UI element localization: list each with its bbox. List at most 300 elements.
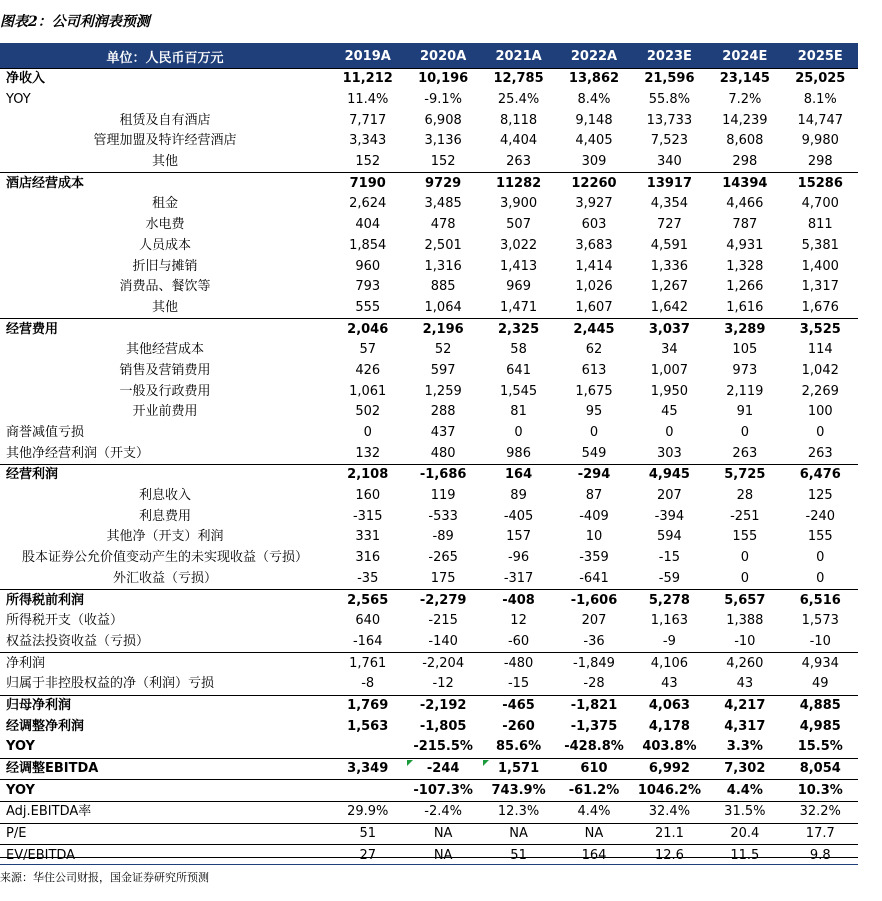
row-value-cell: -10 [734,633,756,649]
row-label: 人员成本 [139,237,192,253]
header-year-cell: 2024E [707,45,782,69]
row-value-cell: 3,927 [575,196,613,212]
row-label: 水电费 [145,217,185,233]
row-value-cell: 1,267 [650,279,689,295]
row-label: 管理加盟及特许经营酒店 [93,133,237,149]
row-value-cell: -409 [579,508,609,524]
row-value-cell: -1,849 [556,653,631,674]
row-label: 外汇收益（亏损） [113,570,218,586]
row-value-cell: 132 [355,445,381,461]
row-value-cell: 12,785 [481,69,556,90]
row-value-cell: 3,136 [424,133,462,149]
row-value-cell: 32.4% [632,802,707,824]
table-row [0,256,858,277]
row-value-cell: 0 [589,425,599,441]
row-value-cell: 2,501 [424,237,462,253]
row-value-cell: 100 [807,404,833,420]
row-value-cell: 4,106 [632,653,707,674]
row-value-cell: -28 [583,676,605,692]
row-value-cell: -394 [654,508,685,524]
row-value-cell: 0 [740,425,749,441]
row-label: 利息费用 [139,508,192,524]
row-value-cell: NA [405,823,480,845]
row-value-cell: 1,007 [650,362,689,378]
table-row [0,298,858,319]
row-value-cell: 11282 [481,173,556,194]
row-value-cell: -294 [556,465,631,486]
header-year-cell: 2020A [405,45,480,69]
row-value-cell: -480 [481,653,556,674]
row-value-cell: 13,862 [556,69,631,90]
row-value-cell: 4,466 [726,196,764,212]
row-value-cell: 1,064 [424,299,462,315]
table-row [0,340,858,361]
row-value-cell: 105 [732,342,758,358]
row-value-cell: 43 [736,676,754,692]
row-value-cell: 155 [732,529,758,545]
row-value-cell: -59 [658,570,681,586]
row-value-cell: 3.3% [726,739,763,755]
row-value-cell: -465 [481,695,556,716]
table-row [0,527,858,548]
row-value-cell: 12.6 [632,845,707,866]
row-value-cell: 303 [657,445,682,461]
row-value-cell: 10 [585,529,603,545]
row-value-cell: 5,381 [801,237,839,253]
row-value-cell: 11.4% [347,92,389,108]
row-value-cell: -251 [730,508,760,524]
row-value-cell: -408 [481,590,556,611]
row-value-cell: 25,025 [783,69,858,90]
row-value-cell: -61.2% [556,780,631,802]
table-row [0,152,858,173]
row-label: P/E [0,823,330,845]
row-value-cell: 4,700 [801,196,839,212]
row-value-cell: 28 [736,488,754,504]
row-value-cell: -1,606 [556,590,631,611]
table-row [0,423,858,444]
row-label: 其他净经营利润（开支） [6,445,150,461]
row-value-cell: 3,900 [499,196,538,212]
row-value-cell: 89 [510,488,527,504]
row-value-cell: 10,196 [405,69,480,90]
table-row [0,381,858,402]
header-year-cell: 2019A [330,45,405,69]
row-value-cell: 0 [816,550,825,566]
row-value-cell: 1,675 [575,383,613,399]
row-value-cell: 263 [506,154,531,170]
table-row [0,131,858,152]
row-value-cell: 1,616 [726,299,764,315]
row-value-cell: 6,992 [632,758,707,780]
row-value-cell: 29.9% [330,802,405,824]
row-value-cell: 119 [430,488,456,504]
row-value-cell: 4,405 [575,133,613,149]
row-value-cell: NA [556,823,631,845]
row-label: 股本证券公允价值变动产生的未实现收益（亏损） [22,550,309,566]
row-value-cell: 1,676 [801,299,839,315]
row-value-cell: 502 [355,404,381,420]
row-label: 折旧与摊销 [132,258,198,274]
row-value-cell: 1,414 [575,258,613,274]
row-value-cell: 62 [585,342,603,358]
row-value-cell: -89 [432,529,454,545]
row-value-cell: 20.4 [707,823,782,845]
row-value-cell: 316 [355,550,381,566]
table-row [0,361,858,382]
row-value-cell: -164 [352,633,383,649]
table-bottom-rule [0,857,858,858]
table-row [0,548,858,569]
table-row [0,758,858,780]
row-label: 其他 [152,299,179,315]
row-value-cell: 81 [510,404,527,420]
row-value-cell: 1,042 [801,362,839,378]
row-label: 消费品、餐饮等 [119,279,211,295]
row-value-cell: 1,336 [650,258,689,274]
row-value-cell: 8,054 [783,758,858,780]
row-value-cell: 9,148 [575,112,613,128]
row-value-cell: 14394 [707,173,782,194]
row-value-cell: -140 [428,633,458,649]
row-value-cell: 727 [657,217,682,233]
row-value-cell: -428.8% [564,739,624,755]
row-value-cell: 49 [812,676,829,692]
row-value-cell: 1,854 [349,237,387,253]
row-value-cell: 885 [430,279,456,295]
row-value-cell: -9 [662,633,676,649]
row-value-cell: 1,571 [481,758,556,780]
row-value-cell: -260 [502,718,535,734]
table-row [0,506,858,527]
row-value-cell: 263 [807,445,833,461]
row-value-cell: 17.7 [783,823,858,845]
row-value-cell: 594 [657,529,682,545]
row-label: 商誉减值亏损 [6,425,85,441]
row-value-cell: 507 [506,217,531,233]
table-row [0,780,858,802]
row-value-cell: 1,061 [349,383,387,399]
row-value-cell: 14,747 [797,112,844,128]
row-value-cell: 1,573 [801,613,839,629]
row-value-cell: -9.1% [424,92,462,108]
row-label: 酒店经营成本 [0,173,330,194]
row-value-cell: 14,239 [722,112,768,128]
row-value-cell: 3,289 [707,319,782,340]
row-label: 归母净利润 [0,695,330,716]
row-label: 权益法投资收益（亏损） [6,633,150,649]
header-unit-cell: 单位：人民币百万元 [0,45,330,69]
row-value-cell: 1,026 [575,279,613,295]
row-value-cell: 0 [363,425,372,441]
row-value-cell: 164 [481,465,556,486]
row-value-cell: 309 [581,154,607,170]
row-label: Adj.EBITDA率 [0,802,330,824]
row-label: 净收入 [0,69,330,90]
row-value-cell: 1,317 [801,279,839,295]
row-value-cell: 8,608 [726,133,764,149]
row-value-cell: 1,259 [424,383,462,399]
row-value-cell: 2,445 [556,319,631,340]
row-value-cell: 610 [556,758,631,780]
row-value-cell: 4,985 [799,718,841,734]
row-value-cell: 11.5 [707,845,782,866]
row-value-cell: 597 [430,362,456,378]
row-value-cell: 1,163 [650,613,689,629]
row-label: 经调整EBITDA [0,758,330,780]
row-value-cell: 1,950 [650,383,689,399]
row-value-cell: 4,260 [707,653,782,674]
row-value-cell: -35 [357,570,379,586]
row-value-cell: NA [405,845,480,866]
header-year-cell: 2021A [481,45,556,69]
row-value-cell: 25.4% [497,92,540,108]
table-row [0,569,858,590]
row-value-cell: 340 [657,154,682,170]
row-value-cell: 4,178 [648,718,690,734]
row-value-cell: 613 [581,362,607,378]
row-value-cell: 4,945 [632,465,707,486]
row-value-cell: 2,196 [405,319,480,340]
row-value-cell: 426 [355,362,381,378]
row-value-cell: 4,591 [650,237,689,253]
row-value-cell: 9,980 [801,133,839,149]
table-row [0,716,858,737]
row-value-cell: 437 [430,425,456,441]
row-label: 所得税开支（收益） [6,613,124,629]
row-value-cell: 331 [355,529,381,545]
row-value-cell: 4,217 [707,695,782,716]
row-value-cell: 87 [585,488,603,504]
row-value-cell: 21,596 [632,69,707,90]
row-label: 经营费用 [0,319,330,340]
row-value-cell: 3,683 [575,237,613,253]
table-row [0,611,858,632]
row-value-cell: 960 [355,258,381,274]
table-row [0,319,858,340]
row-value-cell: 404 [355,217,381,233]
row-value-cell: 288 [430,404,456,420]
table-row [0,215,858,236]
row-value-cell: 6,516 [783,590,858,611]
row-value-cell: 603 [581,217,607,233]
row-value-cell: 555 [355,299,381,315]
row-value-cell: -405 [503,508,534,524]
row-value-cell: -10 [809,633,831,649]
row-value-cell: 12.3% [481,802,556,824]
row-value-cell: -265 [428,550,458,566]
income-statement-table [0,45,858,866]
row-value-cell: 175 [430,570,456,586]
row-value-cell: -107.3% [405,780,480,802]
row-value-cell: 85.6% [496,739,542,755]
row-value-cell: -2,204 [405,653,480,674]
row-value-cell: -8 [361,676,375,692]
row-value-cell: 1,642 [650,299,689,315]
row-value-cell: 45 [661,404,678,420]
table-row [0,486,858,507]
row-label: EV/EBITDA [0,845,330,866]
table-row [0,402,858,423]
table-row [0,674,858,695]
row-value-cell: 3,485 [424,196,462,212]
row-value-cell: 0 [665,425,674,441]
header-year-cell: 2023E [632,45,707,69]
table-row [0,173,858,194]
row-value-cell: 12 [510,613,527,629]
table-row [0,823,858,845]
row-value-cell: -315 [352,508,383,524]
row-value-cell: -12 [432,676,454,692]
table-row [0,90,858,111]
row-value-cell: 1,413 [499,258,538,274]
row-value-cell: 0 [740,550,749,566]
row-label: 归属于非控股权益的净（利润）亏损 [6,676,215,692]
row-value-cell: 15286 [783,173,858,194]
row-value-cell: NA [481,823,556,845]
row-value-cell: 641 [506,362,531,378]
row-value-cell: 986 [506,445,531,461]
row-value-cell: 787 [732,217,758,233]
row-value-cell: -1,821 [556,695,631,716]
row-value-cell: 91 [736,404,754,420]
row-value-cell: -641 [579,570,609,586]
row-value-cell: 7.2% [728,92,762,108]
row-value-cell: 51 [330,823,405,845]
row-value-cell: 114 [807,342,833,358]
source-note: 来源：华住公司财报，国金证券研究所预测 [0,871,209,884]
row-value-cell: 31.5% [707,802,782,824]
row-value-cell: 8.4% [577,92,611,108]
table-row [0,737,858,758]
row-value-cell: 10.3% [783,780,858,802]
row-label: 其他净（开支）利润 [106,529,224,545]
row-value-cell: -244 [405,758,480,780]
row-label: 开业前费用 [132,404,198,420]
row-value-cell: 6,476 [783,465,858,486]
row-value-cell: 969 [506,279,531,295]
row-value-cell: 34 [661,342,678,358]
table-row [0,802,858,824]
row-value-cell: 1,471 [499,299,538,315]
row-label: 销售及营销费用 [119,362,211,378]
row-value-cell: 95 [585,404,603,420]
row-value-cell: 55.8% [648,92,691,108]
header-year-cell: 2025E [783,45,858,69]
row-value-cell: 7,302 [707,758,782,780]
row-value-cell: 3,343 [349,133,387,149]
row-value-cell: 6,908 [424,112,462,128]
row-value-cell: 160 [355,488,381,504]
row-value-cell: 13,733 [646,112,693,128]
row-value-cell: 9.8 [783,845,858,866]
row-label: YOY [6,739,35,755]
table-row [0,695,858,716]
row-value-cell: 1,316 [424,258,462,274]
row-value-cell: 207 [581,613,607,629]
table-row [0,277,858,298]
row-label: 其他 [152,154,179,170]
row-value-cell: 2,565 [330,590,405,611]
row-value-cell: 1,328 [726,258,764,274]
income-statement-table-wrapper [0,43,858,866]
row-value-cell: 1,266 [726,279,764,295]
row-value-cell: 13917 [632,173,707,194]
row-value-cell: -2,279 [405,590,480,611]
row-value-cell: -240 [805,508,836,524]
row-value-cell: 5,278 [632,590,707,611]
row-label: 经调整净利润 [6,718,85,734]
row-value-cell: 51 [481,845,556,866]
row-value-cell: 2,269 [801,383,839,399]
row-value-cell: 155 [807,529,833,545]
row-value-cell: 4,354 [650,196,689,212]
row-value-cell: 58 [510,342,527,358]
table-row [0,443,858,464]
header-year-cell: 2022A [556,45,631,69]
row-value-cell: 2,108 [330,465,405,486]
row-value-cell: 811 [807,217,833,233]
row-value-cell: 298 [807,154,833,170]
row-value-cell: 152 [355,154,381,170]
row-value-cell: -15 [658,550,681,566]
row-value-cell: -1,686 [405,465,480,486]
row-value-cell: 32.2% [783,802,858,824]
row-value-cell: 21.1 [632,823,707,845]
row-value-cell: 403.8% [642,739,697,755]
row-value-cell: 263 [732,445,758,461]
row-value-cell: -2.4% [405,802,480,824]
row-value-cell: 2,325 [481,319,556,340]
row-value-cell: 8,118 [499,112,538,128]
row-value-cell: 298 [732,154,758,170]
row-value-cell: 57 [359,342,376,358]
row-label: 一般及行政费用 [119,383,211,399]
row-value-cell: 3,037 [632,319,707,340]
row-value-cell: 793 [355,279,381,295]
row-value-cell: 23,145 [707,69,782,90]
row-value-cell: 4.4% [707,780,782,802]
table-row [0,69,858,90]
row-value-cell: 0 [514,425,523,441]
row-value-cell: -215.5% [413,739,473,755]
row-label: 所得税前利润 [0,590,330,611]
row-value-cell: 4,931 [726,237,764,253]
figure-title: 图表2：公司利润表预测 [0,14,150,30]
row-value-cell: -1,375 [570,718,618,734]
row-value-cell: 125 [807,488,833,504]
row-value-cell: -215 [428,613,458,629]
row-value-cell: 5,657 [707,590,782,611]
row-value-cell: -15 [507,676,530,692]
table-header-row [0,45,858,69]
row-value-cell [330,737,405,758]
row-value-cell: 0 [816,570,825,586]
row-value-cell: 3,525 [783,319,858,340]
row-label: 租赁及自有酒店 [119,112,211,128]
row-value-cell: 207 [657,488,682,504]
row-value-cell: 7,717 [349,112,387,128]
row-value-cell: -359 [579,550,609,566]
table-row [0,465,858,486]
row-value-cell: 7,523 [650,133,689,149]
row-value-cell: 4,317 [724,718,766,734]
row-value-cell: 164 [556,845,631,866]
row-value-cell: 4,885 [783,695,858,716]
row-value-cell [330,780,405,802]
row-value-cell: 12260 [556,173,631,194]
row-label: 其他经营成本 [126,342,205,358]
